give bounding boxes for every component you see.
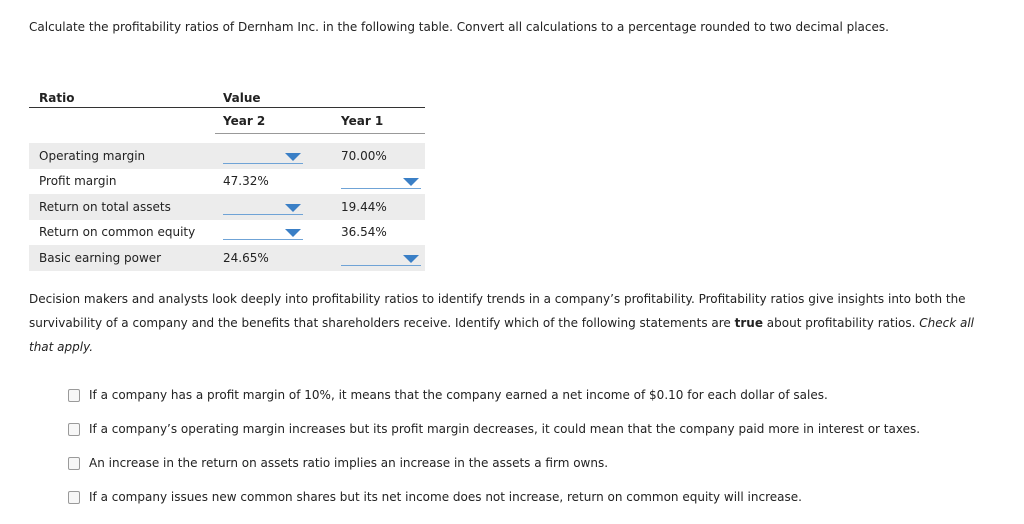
row-label: Profit margin xyxy=(39,174,117,189)
ratios-table xyxy=(29,89,425,271)
statement-text: If a company issues new common shares but its net income does not increase, return on common equity will increase. xyxy=(89,490,802,504)
row-label: Return on total assets xyxy=(29,194,215,220)
dropdown-arrow-icon xyxy=(403,178,419,186)
row-label: Return on common equity xyxy=(39,225,196,240)
list-item[interactable] xyxy=(68,378,920,412)
list-item[interactable] xyxy=(68,480,920,514)
row-label: Operating margin xyxy=(29,143,215,169)
header-value: Value xyxy=(223,91,261,105)
row-label: Basic earning power xyxy=(29,245,215,271)
dropdown-arrow-icon xyxy=(285,204,301,212)
statement-checkbox-1[interactable] xyxy=(68,389,80,402)
table-row xyxy=(29,194,425,220)
header-ratio: Ratio xyxy=(39,91,75,105)
basic-earning-power-year1-dropdown[interactable] xyxy=(341,250,421,266)
statement-checkbox-2[interactable] xyxy=(68,423,80,436)
statement-text: If a company has a profit margin of 10%, it means that the company earned a net income of $0.10 for each dollar of sales. xyxy=(89,388,828,402)
row-value: 36.54% xyxy=(341,225,387,240)
row-value: 47.32% xyxy=(223,174,269,189)
statement-checklist xyxy=(68,378,920,514)
dropdown-arrow-icon xyxy=(285,229,301,237)
profit-margin-year1-dropdown[interactable] xyxy=(341,173,421,189)
row-value: 24.65% xyxy=(215,245,333,271)
dropdown-arrow-icon xyxy=(285,153,301,161)
row-value: 70.00% xyxy=(333,143,425,169)
table-row xyxy=(29,143,425,169)
list-item[interactable] xyxy=(68,412,920,446)
list-item[interactable] xyxy=(68,446,920,480)
statement-text: If a company’s operating margin increases but its profit margin decreases, it could mean that the company paid more in interest or taxes. xyxy=(89,422,921,436)
table-row xyxy=(29,245,425,271)
header-year2: Year 2 xyxy=(215,108,333,134)
header-year1: Year 1 xyxy=(333,108,425,134)
operating-margin-year2-dropdown[interactable] xyxy=(223,148,303,164)
table-row xyxy=(29,220,425,246)
return-on-total-assets-year2-dropdown[interactable] xyxy=(223,199,303,215)
question-prompt: Calculate the profitability ratios of Dernham Inc. in the following table. Convert all calculations to a percentage rounded to two decimal places. xyxy=(29,20,889,34)
dropdown-arrow-icon xyxy=(403,255,419,263)
table-row xyxy=(29,169,425,195)
statement-checkbox-3[interactable] xyxy=(68,457,80,470)
row-value: 19.44% xyxy=(333,194,425,220)
instructions-paragraph: Decision makers and analysts look deeply into profitability ratios to identify trends in a company’s profitability. Profitability ratios give insights into both the survivability of a company and the benefits that shareholders receive. Identify which of the following statements are true about profitability ratios. Check all that apply. xyxy=(29,292,975,354)
statement-checkbox-4[interactable] xyxy=(68,491,80,504)
statement-text: An increase in the return on assets ratio implies an increase in the assets a firm owns. xyxy=(89,456,609,470)
return-on-common-equity-year2-dropdown[interactable] xyxy=(223,224,303,240)
